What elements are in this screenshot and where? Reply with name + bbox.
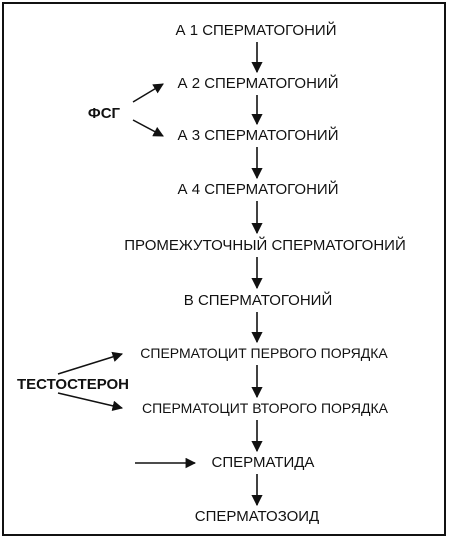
stage-label-a3: А 3 СПЕРМАТОГОНИЙ: [177, 127, 339, 144]
fsh-arrow-down: [133, 120, 163, 136]
stage-label-intermediate: ПРОМЕЖУТОЧНЫЙ СПЕРМАТОГОНИЙ: [124, 237, 406, 254]
fsh-arrow-up: [133, 84, 163, 102]
stage-label-a1: А 1 СПЕРМАТОГОНИЙ: [175, 22, 337, 39]
testosterone-arrow-up: [58, 354, 122, 374]
factor-testosterone-label: ТЕСТОСТЕРОН: [16, 376, 130, 393]
stage-label-a2: А 2 СПЕРМАТОГОНИЙ: [177, 75, 339, 92]
stage-label-spermatid: СПЕРМАТИДА: [211, 454, 315, 471]
fsh-arrows: [133, 84, 163, 136]
stage-label-spermatocyte-2: СПЕРМАТОЦИТ ВТОРОГО ПОРЯДКА: [141, 400, 389, 416]
stage-label-spermatozoon: СПЕРМАТОЗОИД: [194, 508, 320, 525]
testosterone-arrow-down: [58, 393, 122, 408]
stage-label-a4: А 4 СПЕРМАТОГОНИЙ: [177, 181, 339, 198]
stage-label-b: В СПЕРМАТОГОНИЙ: [183, 292, 333, 309]
stage-label-spermatocyte-1: СПЕРМАТОЦИТ ПЕРВОГО ПОРЯДКА: [140, 345, 388, 361]
factor-fsh-label: ФСГ: [87, 105, 121, 122]
